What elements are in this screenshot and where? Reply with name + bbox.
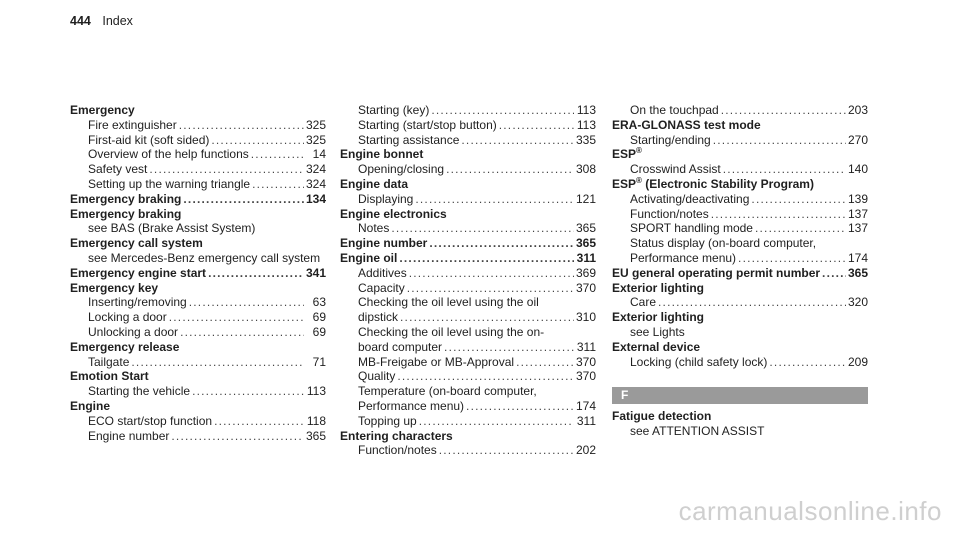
index-subentry[interactable] — [340, 221, 596, 236]
page-reference[interactable]: 174 — [847, 250, 868, 265]
index-subentry[interactable] — [340, 369, 596, 384]
entry-text — [630, 221, 753, 236]
entry-label: Quality — [358, 369, 396, 384]
page-reference[interactable]: 137 — [847, 221, 868, 236]
entry-label: Function/notes — [358, 443, 437, 458]
page-reference[interactable]: 113 — [576, 103, 596, 117]
entry-label: Displaying — [358, 191, 414, 206]
entry-text — [358, 103, 429, 118]
entry-label: Temperature (on-board computer, — [358, 384, 537, 399]
page-reference[interactable]: 324 — [305, 176, 326, 191]
entry-text — [358, 266, 407, 281]
page-reference[interactable]: 311 — [576, 339, 596, 354]
dot-leader — [429, 236, 574, 251]
entry-text — [70, 103, 135, 117]
entry-text — [340, 251, 397, 266]
entry-text — [88, 310, 167, 325]
entry-label: Exterior lighting — [612, 310, 705, 325]
entry-label: dipstick — [358, 310, 399, 325]
entry-text — [630, 133, 711, 148]
dot-leader — [738, 251, 846, 266]
index-subentry[interactable] — [340, 310, 596, 325]
page-reference[interactable]: 140 — [847, 162, 868, 177]
entry-text — [340, 429, 453, 443]
index-heading — [70, 340, 326, 355]
entry-text — [630, 192, 749, 207]
entry-label: Starting/ending — [630, 132, 711, 147]
index-subentry[interactable] — [70, 355, 326, 370]
index-heading[interactable] — [70, 192, 326, 207]
index-subentry[interactable] — [70, 118, 326, 133]
page-reference[interactable]: 113 — [576, 117, 596, 132]
dot-leader — [751, 192, 846, 207]
entry-text — [358, 414, 417, 429]
entry-text — [340, 177, 408, 191]
entry-text — [612, 266, 820, 281]
page-reference[interactable]: 14 — [312, 147, 326, 162]
entry-text — [358, 295, 539, 309]
index-heading — [340, 207, 596, 222]
entry-text — [340, 207, 447, 221]
index-subentry[interactable] — [340, 281, 596, 296]
entry-text — [88, 162, 147, 177]
index-heading — [612, 147, 868, 162]
entry-text — [70, 281, 158, 295]
entry-text — [358, 355, 514, 370]
entry-label: Setting up the warning triangle — [88, 176, 251, 191]
page-reference[interactable]: 270 — [847, 132, 868, 147]
entry-text — [358, 369, 395, 384]
index-heading[interactable] — [340, 236, 596, 251]
page-reference[interactable]: 174 — [575, 398, 596, 413]
index-subentry[interactable] — [70, 429, 326, 444]
watermark: carmanualsonline.info — [678, 496, 942, 526]
entry-text — [88, 221, 255, 235]
entry-text — [358, 133, 459, 148]
dot-leader — [214, 414, 304, 429]
entry-text — [70, 192, 181, 207]
entry-text — [88, 384, 190, 399]
index-subentry[interactable] — [612, 103, 868, 118]
index-subentry[interactable] — [612, 192, 868, 207]
index-heading — [70, 207, 326, 222]
page-reference[interactable]: 113 — [306, 384, 326, 399]
entry-label: Care — [630, 295, 657, 310]
dot-leader — [183, 192, 304, 207]
dot-leader — [252, 177, 304, 192]
entry-label: Activating/deactivating — [630, 191, 750, 206]
page-reference[interactable]: 365 — [575, 236, 596, 251]
registered-mark: ® — [636, 175, 642, 185]
entry-text — [88, 325, 178, 340]
entry-text — [612, 310, 704, 324]
page-reference[interactable]: 209 — [847, 354, 868, 369]
entry-label: Topping up — [358, 413, 417, 428]
dot-leader — [769, 355, 846, 370]
entry-text — [70, 207, 181, 221]
dot-leader — [192, 384, 304, 399]
entry-label: Status display (on-board computer, — [630, 236, 817, 251]
entry-text — [612, 340, 700, 354]
page-reference[interactable]: 118 — [306, 413, 326, 428]
index-subentry[interactable] — [340, 133, 596, 148]
entry-text — [340, 236, 427, 251]
entry-label: see ATTENTION ASSIST — [630, 424, 765, 439]
index-subentry[interactable] — [70, 177, 326, 192]
entry-label: Crosswind Assist — [630, 162, 721, 177]
entry-label: Notes — [358, 221, 390, 236]
entry-text — [358, 310, 398, 325]
entry-text — [612, 281, 704, 295]
entry-label: ESP — [612, 176, 637, 191]
entry-text — [630, 295, 656, 310]
entry-label: On the touchpad — [630, 103, 719, 117]
section-letter-bar: F — [612, 387, 868, 404]
page-reference[interactable]: 311 — [576, 250, 596, 265]
index-subentry[interactable] — [340, 399, 596, 414]
entry-label: Opening/closing — [358, 162, 445, 177]
index-heading — [612, 118, 868, 133]
page-reference[interactable]: 202 — [575, 443, 596, 458]
entry-text — [88, 355, 129, 370]
index-heading — [612, 281, 868, 296]
entry-text — [70, 399, 110, 413]
index-subentry[interactable] — [612, 133, 868, 148]
entry-label: Fire extinguisher — [88, 117, 177, 132]
entry-label: board computer — [358, 339, 443, 354]
dot-leader — [397, 369, 574, 384]
entry-text — [88, 429, 169, 444]
entry-text — [88, 147, 249, 162]
dot-leader — [189, 295, 304, 310]
page-reference[interactable]: 139 — [847, 191, 868, 206]
index-heading[interactable] — [612, 266, 868, 281]
index-subentry[interactable] — [70, 325, 326, 340]
index-subentry[interactable] — [340, 118, 596, 133]
dot-leader — [179, 118, 304, 133]
index-heading[interactable] — [340, 251, 596, 266]
dot-leader — [461, 133, 574, 148]
entry-text — [630, 162, 721, 177]
entry-text — [630, 207, 709, 222]
entry-label: Emergency call system — [70, 236, 203, 251]
entry-text — [358, 399, 464, 414]
page-reference[interactable]: 203 — [847, 103, 868, 117]
entry-label: MB-Freigabe or MB-Approval — [358, 354, 515, 369]
entry-label: Engine — [70, 398, 111, 413]
entry-label: EU general operating permit number — [612, 265, 821, 280]
entry-label: SPORT handling mode — [630, 221, 753, 236]
index-subentry[interactable] — [70, 133, 326, 148]
entry-label: Emergency key — [70, 280, 159, 295]
page-reference[interactable]: 341 — [305, 265, 326, 280]
index-heading — [612, 409, 868, 424]
entry-label: Locking a door — [88, 310, 167, 325]
entry-text — [358, 340, 442, 355]
index-subentry[interactable] — [612, 295, 868, 310]
index-subentry[interactable] — [612, 251, 868, 266]
index-subentry[interactable] — [70, 414, 326, 429]
dot-leader — [407, 281, 574, 296]
entry-label: Capacity — [358, 280, 405, 295]
index-heading — [70, 281, 326, 296]
index-heading — [70, 103, 326, 118]
entry-label: Emotion Start — [70, 369, 149, 384]
index-heading — [70, 369, 326, 384]
entry-text — [70, 236, 203, 250]
dot-leader — [400, 310, 574, 325]
page-reference[interactable]: 370 — [575, 369, 596, 384]
page-reference[interactable]: 69 — [312, 310, 326, 325]
page-reference[interactable]: 63 — [312, 295, 326, 310]
page-reference[interactable]: 69 — [312, 324, 326, 339]
index-subentry[interactable] — [340, 162, 596, 177]
dot-leader — [419, 414, 574, 429]
page-reference[interactable]: 335 — [575, 132, 596, 147]
index-subentry — [70, 221, 326, 236]
entry-label: Engine oil — [340, 250, 398, 265]
page-reference[interactable]: 370 — [575, 280, 596, 295]
entry-text — [612, 177, 814, 191]
entry-text — [358, 384, 537, 398]
index-subentry[interactable] — [70, 295, 326, 310]
dot-leader — [208, 266, 304, 281]
page-reference[interactable]: 137 — [847, 206, 868, 221]
index-subentry[interactable] — [340, 103, 596, 118]
dot-leader — [713, 133, 846, 148]
index-subentry[interactable] — [340, 192, 596, 207]
entry-text — [630, 236, 816, 250]
dot-leader — [409, 266, 574, 281]
index-heading[interactable] — [70, 266, 326, 281]
dot-leader — [446, 162, 574, 177]
index-heading — [612, 340, 868, 355]
index-subentry[interactable] — [70, 147, 326, 162]
dot-leader — [723, 162, 846, 177]
dot-leader — [755, 221, 846, 236]
dot-leader — [251, 147, 304, 162]
index-subentry[interactable] — [612, 221, 868, 236]
entry-label: Inserting/removing — [88, 295, 187, 310]
dot-leader — [822, 266, 846, 281]
entry-text — [70, 266, 206, 281]
entry-text — [612, 409, 711, 423]
index-heading — [70, 236, 326, 251]
entry-label: Fatigue detection — [612, 409, 712, 424]
index-subentry[interactable] — [612, 355, 868, 370]
index-subentry — [612, 325, 868, 340]
page-number: 444 — [70, 14, 91, 28]
entry-label: Emergency braking — [70, 191, 182, 206]
dot-leader — [499, 118, 574, 133]
page-reference[interactable]: 365 — [575, 221, 596, 236]
entry-text — [88, 251, 320, 265]
entry-label: Performance menu) — [358, 398, 465, 413]
index-subentry[interactable] — [340, 414, 596, 429]
entry-label: Checking the oil level using the on- — [358, 324, 545, 339]
entry-label: ERA-GLONASS test mode — [612, 117, 761, 132]
dot-leader — [180, 325, 304, 340]
page-reference[interactable]: 325 — [305, 117, 326, 132]
page-reference[interactable]: 370 — [575, 354, 596, 369]
dot-leader — [169, 310, 304, 325]
index-subentry[interactable] — [70, 162, 326, 177]
index-heading — [340, 177, 596, 192]
index-heading — [340, 429, 596, 444]
entry-label: Safety vest — [88, 162, 148, 177]
dot-leader — [391, 221, 574, 236]
entry-label: ESP — [612, 147, 637, 162]
entry-text — [630, 424, 764, 438]
entry-text — [612, 147, 642, 161]
entry-text — [70, 369, 149, 383]
dot-leader — [131, 355, 304, 370]
entry-label: First-aid kit (soft sided) — [88, 132, 210, 147]
entry-text — [358, 192, 413, 207]
index-subentry[interactable] — [340, 266, 596, 281]
registered-mark: ® — [636, 146, 642, 156]
entry-text — [70, 340, 179, 354]
dot-leader — [721, 103, 846, 118]
entry-label: Tailgate — [88, 354, 130, 369]
page-reference[interactable]: 311 — [576, 413, 596, 428]
entry-text — [358, 443, 437, 458]
index-column-3 — [612, 103, 868, 439]
page-reference[interactable]: 310 — [575, 310, 596, 325]
index-heading — [612, 177, 868, 192]
index-heading — [70, 399, 326, 414]
dot-leader — [149, 162, 304, 177]
index-heading — [612, 310, 868, 325]
entry-label: Emergency braking — [70, 206, 182, 221]
index-subentry — [340, 384, 596, 399]
entry-label: Engine number — [88, 428, 170, 443]
entry-label: Engine number — [340, 236, 428, 251]
index-subentry[interactable] — [340, 443, 596, 458]
page-reference[interactable]: 365 — [847, 265, 868, 280]
entry-label: see BAS (Brake Assist System) — [88, 221, 256, 236]
index-column-2 — [340, 103, 596, 458]
entry-text — [612, 118, 761, 132]
index-subentry — [612, 236, 868, 251]
entry-text — [88, 118, 177, 133]
entry-label: Starting the vehicle — [88, 384, 191, 399]
entry-label: Starting assistance — [358, 132, 460, 147]
dot-leader — [431, 103, 574, 118]
index-heading — [340, 147, 596, 162]
entry-label: Performance menu) — [630, 250, 737, 265]
entry-text — [358, 221, 389, 236]
entry-label: Checking the oil level using the oil — [358, 295, 539, 310]
index-subentry[interactable] — [70, 384, 326, 399]
page-reference[interactable]: 324 — [305, 162, 326, 177]
entry-label: Entering characters — [340, 428, 453, 443]
entry-label: see Mercedes-Benz emergency call system — [88, 250, 321, 265]
entry-label: Engine data — [340, 176, 409, 191]
page-reference[interactable]: 71 — [312, 354, 326, 369]
entry-label: Exterior lighting — [612, 280, 705, 295]
index-column-1 — [70, 103, 326, 443]
index-subentry — [612, 424, 868, 439]
index-subentry[interactable] — [612, 207, 868, 222]
entry-label: Emergency release — [70, 339, 180, 354]
dot-leader — [399, 251, 574, 266]
page-reference[interactable]: 134 — [305, 191, 326, 206]
entry-label: External device — [612, 339, 701, 354]
entry-label: Overview of the help functions — [88, 147, 249, 162]
entry-label: see Lights — [630, 324, 685, 339]
entry-text — [630, 355, 767, 370]
entry-text — [630, 325, 685, 339]
index-subentry[interactable] — [340, 340, 596, 355]
dot-leader — [444, 340, 574, 355]
entry-text — [358, 118, 497, 133]
entry-label: Engine bonnet — [340, 147, 424, 162]
entry-text — [630, 251, 736, 266]
entry-label: Engine electronics — [340, 206, 447, 221]
index-subentry[interactable] — [612, 162, 868, 177]
dot-leader — [211, 133, 304, 148]
page-header — [70, 14, 133, 28]
entry-text — [340, 147, 423, 161]
entry-text — [88, 295, 187, 310]
entry-label: Locking (child safety lock) — [630, 354, 768, 369]
index-subentry — [340, 325, 596, 340]
dot-leader — [171, 429, 304, 444]
entry-text — [88, 133, 209, 148]
page-reference[interactable]: 320 — [847, 295, 868, 310]
entry-label: Emergency — [70, 103, 135, 117]
entry-label: Additives — [358, 265, 407, 280]
page-reference[interactable]: 121 — [575, 191, 596, 206]
dot-leader — [439, 443, 574, 458]
dot-leader — [711, 207, 846, 222]
index-subentry — [340, 295, 596, 310]
dot-leader — [658, 295, 846, 310]
entry-label-suffix: (Electronic Stability Program) — [641, 176, 814, 191]
entry-label: Emergency engine start — [70, 265, 207, 280]
entry-text — [630, 103, 719, 118]
entry-text — [358, 162, 444, 177]
entry-text — [88, 414, 212, 429]
index-subentry[interactable] — [70, 310, 326, 325]
entry-label: ECO start/stop function — [88, 413, 213, 428]
entry-label: Function/notes — [630, 206, 709, 221]
entry-label: Starting (start/stop button) — [358, 117, 497, 132]
dot-leader — [466, 399, 574, 414]
page-reference[interactable]: 369 — [575, 265, 596, 280]
entry-label: Starting (key) — [358, 103, 430, 117]
page-reference[interactable]: 308 — [575, 162, 596, 177]
entry-text — [358, 325, 544, 339]
entry-text — [358, 281, 405, 296]
page-reference[interactable]: 365 — [305, 428, 326, 443]
entry-text — [88, 177, 250, 192]
page-reference[interactable]: 325 — [305, 132, 326, 147]
index-subentry[interactable] — [340, 355, 596, 370]
dot-leader — [415, 192, 574, 207]
dot-leader — [516, 355, 574, 370]
index-subentry — [70, 251, 326, 266]
entry-label: Unlocking a door — [88, 324, 179, 339]
page-title: Index — [102, 14, 133, 28]
